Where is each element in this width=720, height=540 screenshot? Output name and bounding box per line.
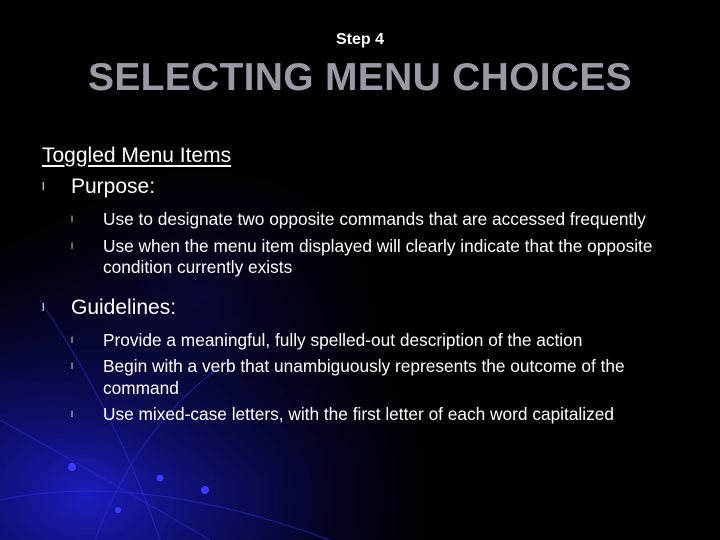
purpose-list [71, 209, 692, 279]
bullet-purpose [42, 173, 692, 201]
bullet-guidelines [42, 294, 692, 322]
list-item [71, 330, 692, 352]
guidelines-list [71, 330, 692, 426]
step-label: Step 4 [335, 31, 384, 48]
list-item [71, 356, 692, 399]
list-item-text: Use mixed-case letters, with the first letter of each word capitalized [103, 404, 614, 424]
bullet-icon: l [42, 181, 45, 193]
sub-bullet-icon: l [71, 214, 73, 224]
list-item-text: Use to designate two opposite commands that are accessed frequently [103, 209, 646, 229]
bullet-label: Guidelines: [71, 295, 177, 319]
list-item-text: Use when the menu item displayed will clearly indicate that the opposite condition currently exists [103, 235, 653, 277]
content [42, 142, 692, 431]
sub-bullet-icon: l [71, 409, 73, 419]
list-item-text: Provide a meaningful, fully spelled-out description of the action [103, 329, 583, 350]
sub-bullet-icon: l [71, 361, 73, 371]
list-item-text: Begin with a verb that unambiguously represents the outcome of the command [103, 356, 625, 398]
sub-bullet-icon: l [71, 240, 73, 251]
bullet-label: Purpose: [71, 175, 156, 198]
sub-bullet-icon: l [71, 334, 73, 345]
list-item [71, 209, 692, 231]
bullet-icon: l [42, 301, 45, 314]
list-item [71, 404, 692, 426]
slide-title: SELECTING MENU CHOICES [88, 56, 632, 99]
list-item [71, 236, 692, 279]
section-heading: Toggled Menu Items [42, 144, 232, 167]
